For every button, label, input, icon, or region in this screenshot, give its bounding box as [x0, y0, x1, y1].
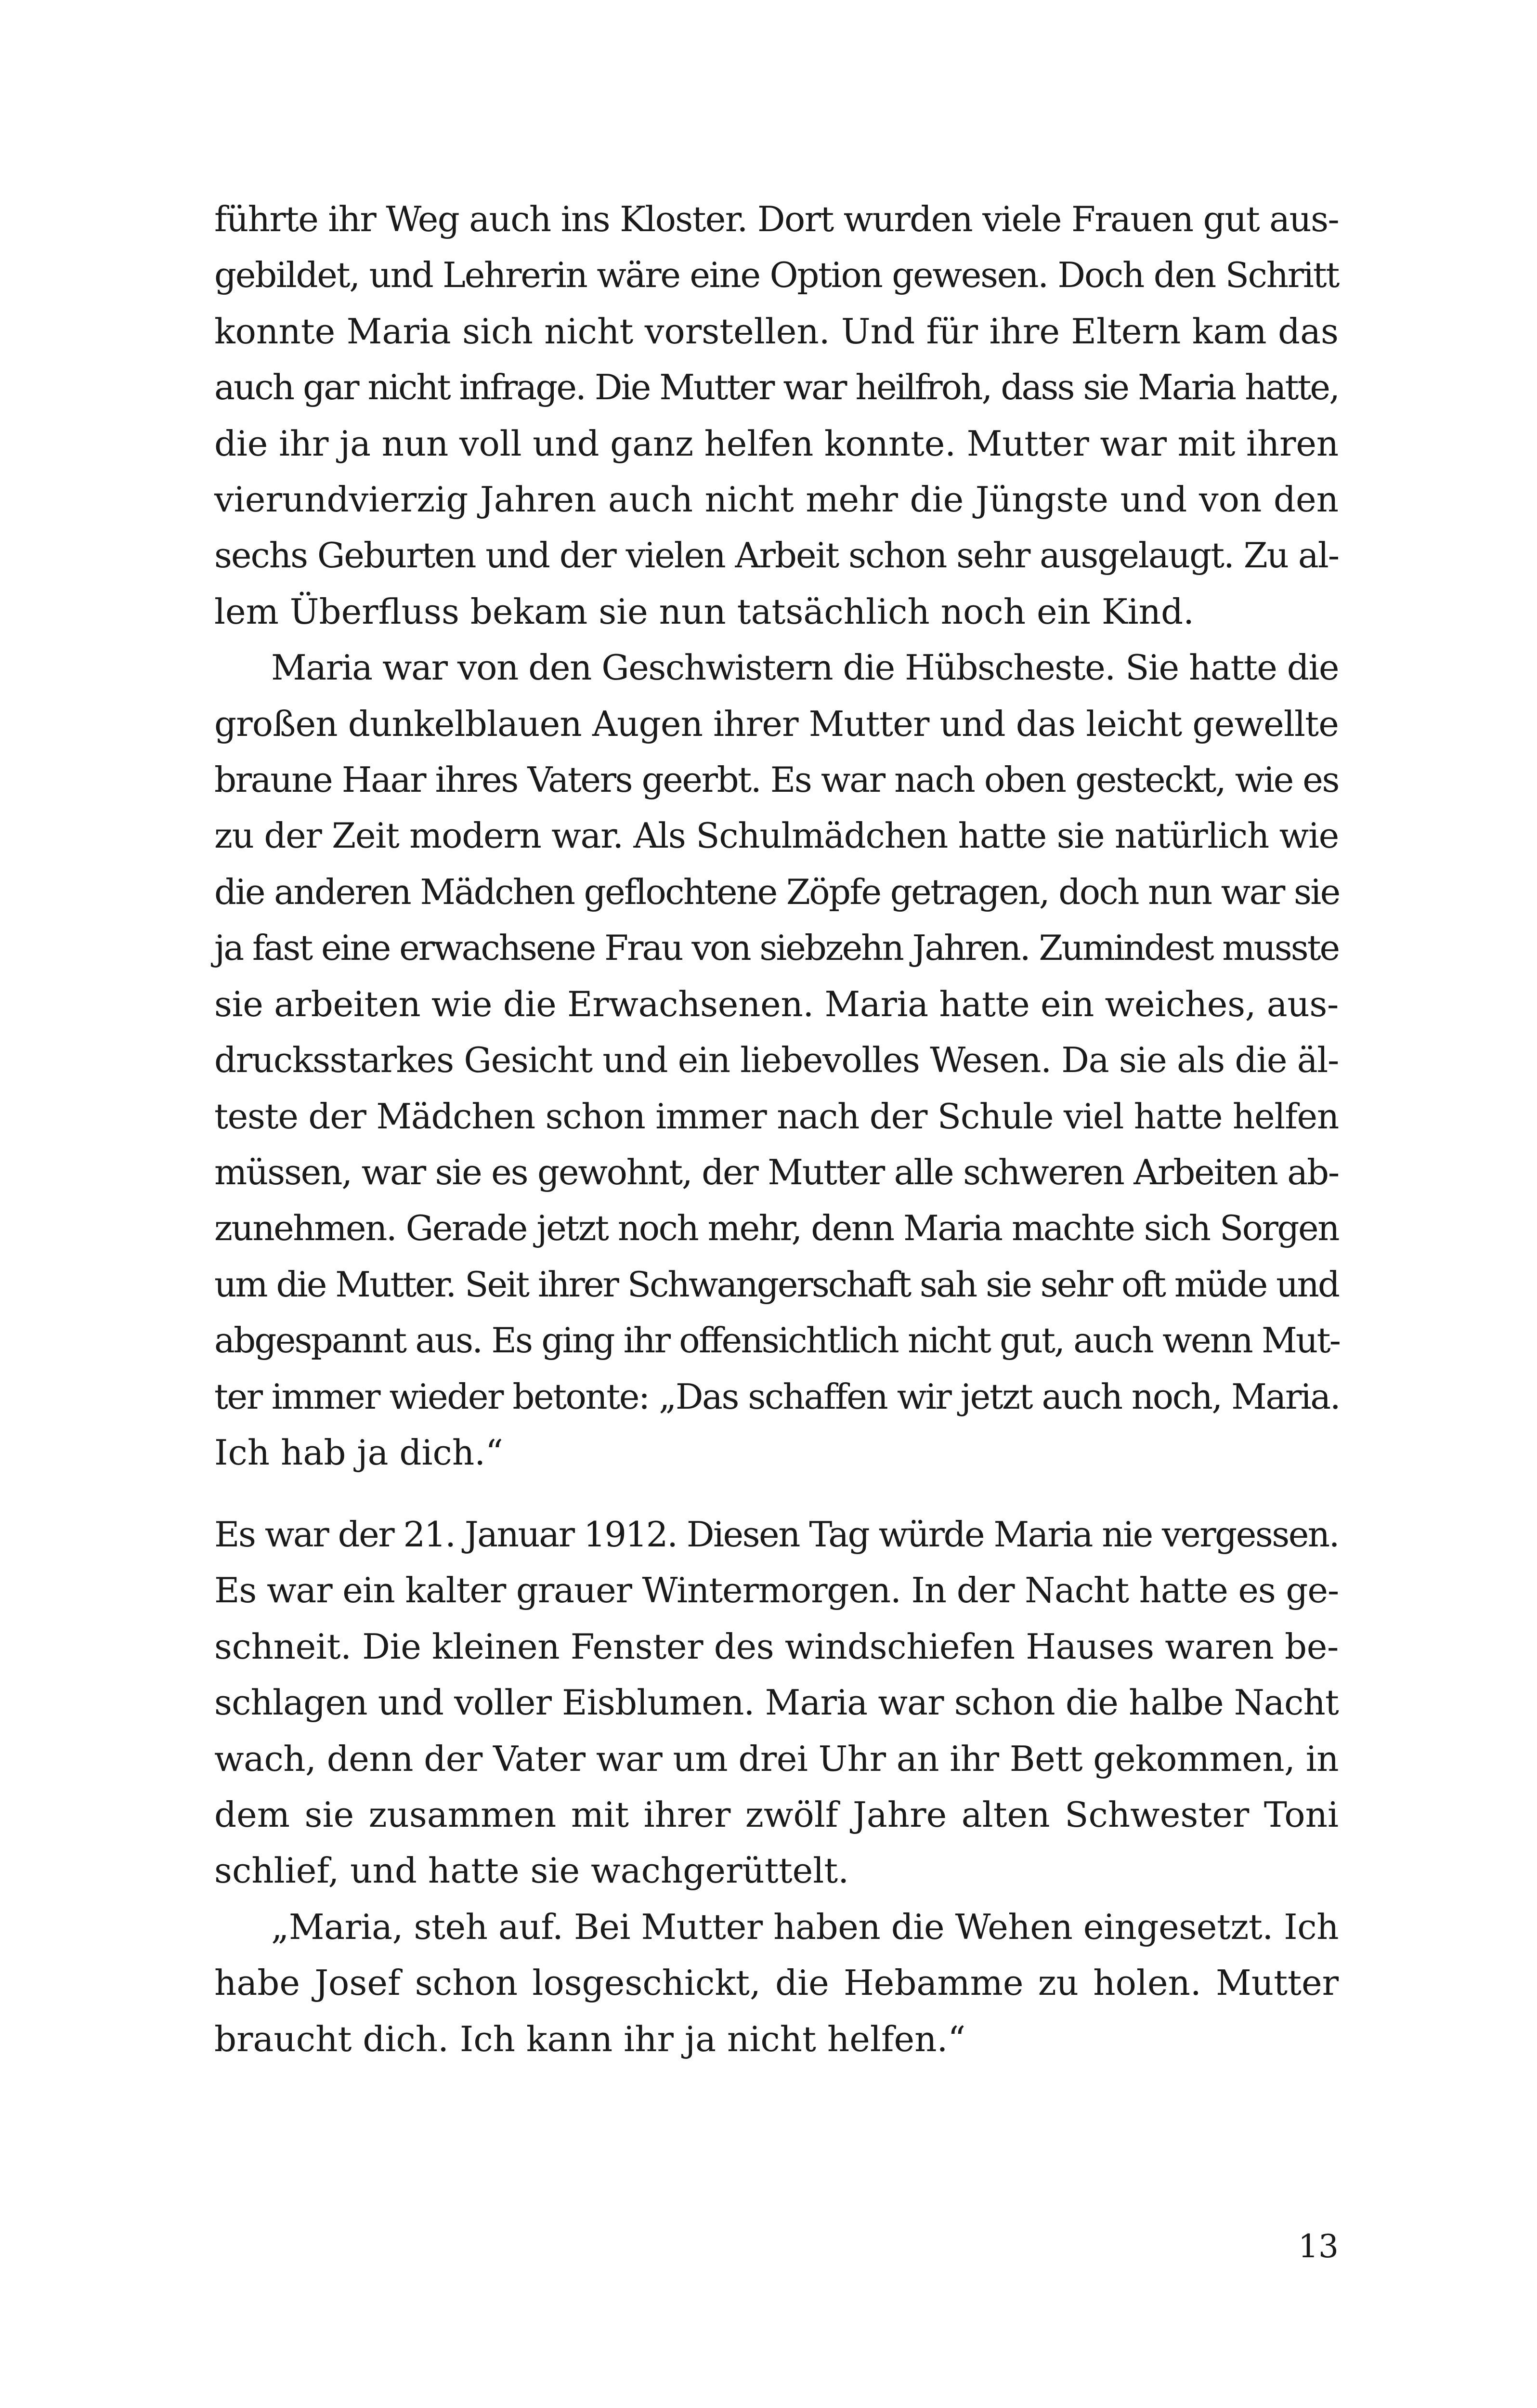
text-section-2 [214, 1506, 1339, 2067]
text-line: lem Überfluss bekam sie nun tatsächlich noch ein Kind. [214, 591, 1195, 632]
text-line: gebildet, und Lehrerin wäre eine Option gewesen. Doch den Schritt [214, 255, 1339, 296]
text-line: zu der Zeit modern war. Als Schulmädchen hatte sie natürlich wie [214, 815, 1339, 856]
text-line: sechs Geburten und der vielen Arbeit schon sehr ausgelaugt. Zu al- [214, 535, 1339, 576]
text-line: drucksstarkes Gesicht und ein liebevolles Wesen. Da sie als die äl- [214, 1040, 1339, 1081]
text-line: „Maria, steh auf. Bei Mutter haben die Wehen eingesetzt. Ich [271, 1906, 1339, 1947]
text-line: zunehmen. Gerade jetzt noch mehr, denn Maria machte sich Sorgen [214, 1208, 1339, 1249]
text-line: auch gar nicht infrage. Die Mutter war heilfroh, dass sie Maria hatte, [214, 367, 1339, 408]
text-line: abgespannt aus. Es ging ihr offensichtlich nicht gut, auch wenn Mut- [214, 1320, 1340, 1361]
text-line: großen dunkelblauen Augen ihrer Mutter und das leicht gewellte [214, 703, 1339, 744]
text-line: die ihr ja nun voll und ganz helfen konnte. Mutter war mit ihren [214, 423, 1339, 464]
text-line: vierundvierzig Jahren auch nicht mehr die Jüngste und von den [214, 479, 1339, 520]
paragraph [214, 640, 1339, 1480]
text-line: Es war der 21. Januar 1912. Diesen Tag würde Maria nie vergessen. [214, 1514, 1339, 1555]
text-line: schlagen und voller Eisblumen. Maria war schon die halbe Nacht [214, 1682, 1339, 1723]
text-line: müssen, war sie es gewohnt, der Mutter alle schweren Arbeiten ab- [214, 1152, 1339, 1192]
text-line: wach, denn der Vater war um drei Uhr an ihr Bett gekommen, in [214, 1738, 1339, 1779]
text-line: Maria war von den Geschwistern die Hübscheste. Sie hatte die [271, 647, 1339, 688]
text-line: schneit. Die kleinen Fenster des windschiefen Hauses waren be- [214, 1626, 1339, 1667]
text-line: führte ihr Weg auch ins Kloster. Dort wurden viele Frauen gut aus- [214, 199, 1339, 239]
text-line: um die Mutter. Seit ihrer Schwangerschaft sah sie sehr oft müde und [214, 1264, 1339, 1305]
text-line: ter immer wieder betonte: „Das schaffen wir jetzt auch noch, Maria. [214, 1376, 1340, 1417]
text-line: sie arbeiten wie die Erwachsenen. Maria hatte ein weiches, aus- [214, 983, 1339, 1024]
text-line: braune Haar ihres Vaters geerbt. Es war nach oben gesteckt, wie es [214, 759, 1339, 800]
text-line: dem sie zusammen mit ihrer zwölf Jahre alten Schwester Toni [214, 1794, 1339, 1835]
text-line: Ich hab ja dich.“ [214, 1432, 503, 1473]
text-line: konnte Maria sich nicht vorstellen. Und für ihre Eltern kam das [214, 311, 1339, 352]
text-line: die anderen Mädchen geflochtene Zöpfe getragen, doch nun war sie [214, 871, 1340, 912]
paragraph [214, 1899, 1339, 2067]
text-section-1 [214, 191, 1339, 1480]
text-line: ja fast eine erwachsene Frau von siebzehn Jahren. Zumindest musste [214, 928, 1339, 968]
paragraph [214, 1506, 1339, 1899]
text-line: habe Josef schon losgeschickt, die Hebamme zu holen. Mutter [214, 1963, 1339, 2003]
page-number: 13 [1298, 2228, 1339, 2265]
text-line: Es war ein kalter grauer Wintermorgen. In der Nacht hatte es ge- [214, 1570, 1339, 1611]
text-line: braucht dich. Ich kann ihr ja nicht helfen.“ [214, 2018, 966, 2059]
text-line: teste der Mädchen schon immer nach der Schule viel hatte helfen [214, 1096, 1339, 1137]
text-line: schlief, und hatte sie wachgerüttelt. [214, 1850, 849, 1891]
paragraph [214, 191, 1339, 640]
